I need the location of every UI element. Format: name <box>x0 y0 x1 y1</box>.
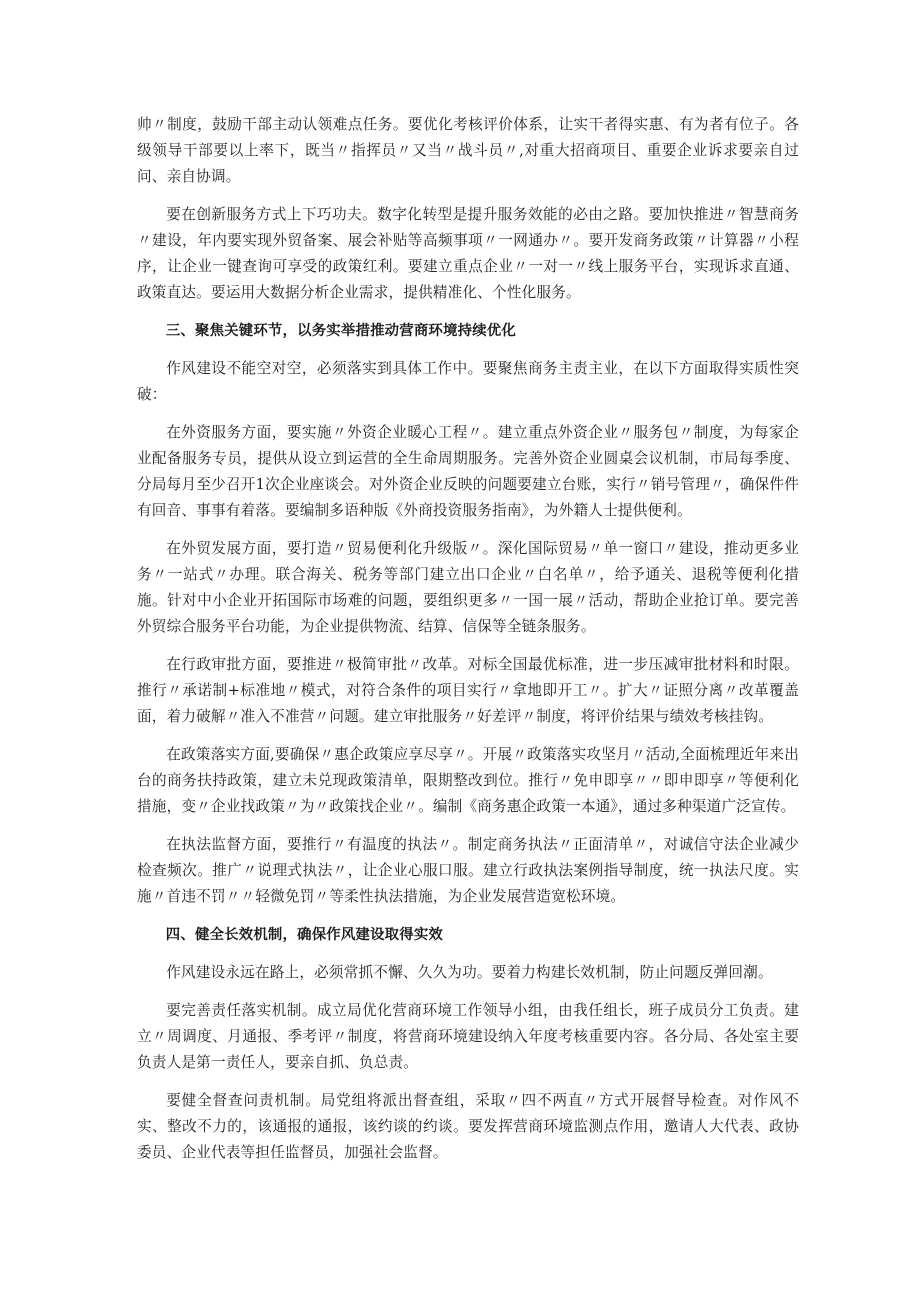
paragraph-leader-responsibility: 帅〃制度，鼓励干部主动认领难点任务。要优化考核评价体系，让实干者得实惠、有为者有位子。各级领导干部要以上率下，既当〃指挥员〃又当〃战斗员〃,对重大招商项目、重要企业诉求要亲自过问、亲自协调。 <box>137 116 799 185</box>
paragraph-work-style-focus: 作风建设不能空对空，必须落实到具体工作中。要聚焦商务主责主业，在以下方面取得实质性突破： <box>137 360 799 403</box>
document-body <box>137 112 799 1178</box>
section-heading-four: 四、健全长效机制，确保作风建设取得实效 <box>165 927 444 943</box>
paragraph-foreign-investment: 在外资服务方面，要实施〃外资企业暖心工程〃。建立重点外资企业〃服务包〃制度，为每家企业配备服务专员，提供从设立到运营的全生命周期服务。完善外资企业圆桌会议机制，市局每季度、分局每月至少召开1次企业座谈会。对外资企业反映的问题要建立台账，实行〃销号管理〃，确保件件有回音、事事有着落。要编制多语种版《外商投资服务指南》，为外籍人士提供便利。 <box>137 424 799 519</box>
section-heading-three: 三、聚焦关键环节，以务实举措推动营商环境持续优化 <box>165 323 516 339</box>
paragraph-law-enforcement: 在执法监督方面，要推行〃有温度的执法〃。制定商务执法〃正面清单〃，对诚信守法企业减少检查频次。推广〃说理式执法〃，让企业心服口服。建立行政执法案例指导制度，统一执法尺度。实施〃首违不罚〃〃轻微免罚〃等柔性执法措施，为企业发展营造宽松环境。 <box>137 836 799 905</box>
paragraph-long-term-mechanism: 作风建设永远在路上，必须常抓不懈、久久为功。要着力构建长效机制，防止问题反弹回潮。 <box>166 964 773 981</box>
paragraph-responsibility-mechanism: 要完善责任落实机制。成立局优化营商环境工作领导小组，由我任组长，班子成员分工负责。建立〃周调度、月通报、季考评〃制度，将营商环境建设纳入年度考核重要内容。各分局、各处室主要负责人是第一责任人，要亲自抓、负总责。 <box>137 1002 799 1071</box>
paragraph-digital-service: 要在创新服务方式上下巧功夫。数字化转型是提升服务效能的必由之路。要加快推进〃智慧商务〃建设，年内要实现外贸备案、展会补贴等高频事项〃一网通办〃。要开发商务政策〃计算器〃小程序，让企业一键查询可享受的政策红利。要建立重点企业〃一对一〃线上服务平台，实现诉求直通、政策直达。要运用大数据分析企业需求，提供精准化、个性化服务。 <box>137 206 799 301</box>
paragraph-administrative-approval: 在行政审批方面，要推进〃极简审批〃改革。对标全国最优标准，进一步压减审批材料和时限。推行〃承诺制+标准地〃模式，对符合条件的项目实行〃拿地即开工〃。扩大〃证照分离〃改革覆盖面，着力破解〃准入不准营〃问题。建立审批服务〃好差评〃制度，将评价结果与绩效考核挂钩。 <box>137 656 799 725</box>
paragraph-policy-implementation: 在政策落实方面,要确保〃惠企政策应享尽享〃。开展〃政策落实攻坚月〃活动,全面梳理近年来出台的商务扶持政策，建立未兑现政策清单，限期整改到位。推行〃免申即享〃〃即申即享〃等便利化措施，变〃企业找政策〃为〃政策找企业〃。编制《商务惠企政策一本通》，通过多种渠道广泛宣传。 <box>137 746 799 815</box>
paragraph-supervision-mechanism: 要健全督查问责机制。局党组将派出督查组，采取〃四不两直〃方式开展督导检查。对作风不实、整改不力的，该通报的通报，该约谈的约谈。要发挥营商环境监测点作用，邀请人大代表、政协委员、企业代表等担任监督员，加强社会监督。 <box>137 1092 799 1161</box>
paragraph-foreign-trade: 在外贸发展方面，要打造〃贸易便利化升级版〃。深化国际贸易〃单一窗口〃建设，推动更多业务〃一站式〃办理。联合海关、税务等部门建立出口企业〃白名单〃，给予通关、退税等便利化措施。针对中小企业开拓国际市场难的问题，要组织更多〃一国一展〃活动，帮助企业抢订单。要完善外贸综合服务平台功能，为企业提供物流、结算、信保等全链条服务。 <box>137 540 799 635</box>
